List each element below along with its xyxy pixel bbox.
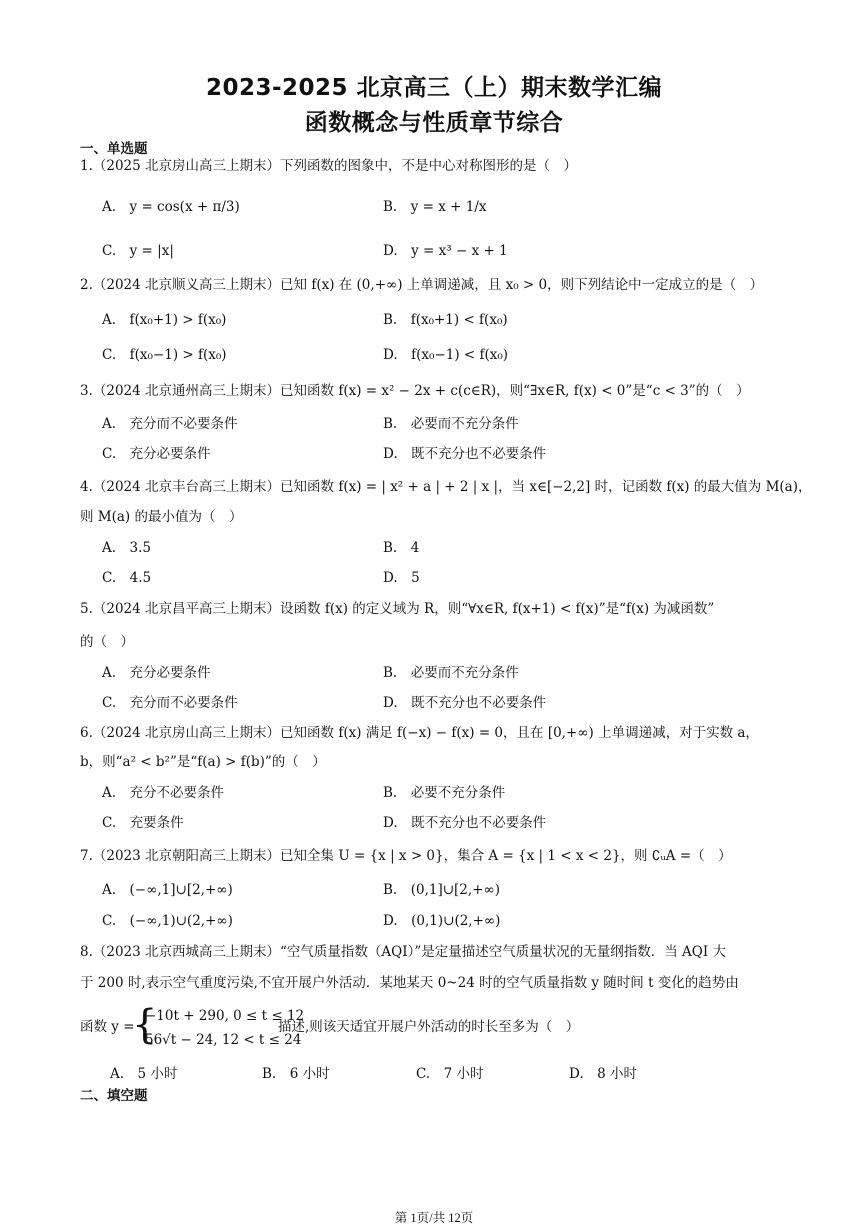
question-8-option-a: A. 5 小时	[110, 1066, 178, 1082]
piecewise-brace: {	[132, 1002, 158, 1048]
question-8-piece-1: −10t + 290, 0 ≤ t ≤ 12	[145, 1008, 305, 1024]
question-8-option-d: D. 8 小时	[569, 1066, 638, 1082]
question-5-stem-line2: 的（ ）	[80, 634, 134, 650]
question-2-stem: 2.（2024 北京顺义高三上期末）已知 f(x) 在 (0,+∞) 上单调递减，且 x₀ > 0，则下列结论中一定成立的是（ ）	[80, 277, 764, 293]
section-heading-single-choice: 一、单选题	[80, 141, 148, 157]
question-5-option-d: D. 既不充分也不必要条件	[383, 695, 547, 711]
question-2-option-b: B. f(x₀+1) < f(x₀)	[383, 312, 508, 328]
question-5-option-a: A. 充分必要条件	[102, 665, 211, 681]
question-5-option-c: C. 充分而不必要条件	[102, 695, 238, 711]
section-heading-fill-in: 二、填空题	[80, 1088, 148, 1104]
question-6-option-d: D. 既不充分也不必要条件	[383, 815, 547, 831]
question-2-option-c: C. f(x₀−1) > f(x₀)	[102, 347, 227, 363]
question-3-stem: 3.（2024 北京通州高三上期末）已知函数 f(x) = x² − 2x + c(c∈R)，则“∃x∈R, f(x) < 0”是“c < 3”的（ ）	[80, 383, 750, 399]
question-4-option-d: D. 5	[383, 570, 420, 586]
question-8-stem-line1: 8.（2023 北京西城高三上期末）“空气质量指数（AQI）”是定量描述空气质量状况的无量纲指数．当 AQI 大	[80, 944, 726, 960]
document-subtitle: 函数概念与性质章节综合	[304, 110, 564, 136]
question-6-stem-line1: 6.（2024 北京房山高三上期末）已知函数 f(x) 满足 f(−x) − f(x) = 0，且在 [0,+∞) 上单调递减，对于实数 a，	[80, 725, 759, 741]
question-6-option-a: A. 充分不必要条件	[102, 785, 225, 801]
question-7-option-c: C. (−∞,1)∪(2,+∞)	[102, 913, 233, 929]
page-number: 第 1页/共 12页	[394, 1211, 474, 1225]
question-7-stem: 7.（2023 北京朝阳高三上期末）已知全集 U = {x | x > 0}，集合 A = {x | 1 < x < 2}，则 ∁ᵤA =（ ）	[80, 848, 732, 864]
question-8-option-b: B. 6 小时	[262, 1066, 330, 1082]
question-8-stem-suffix: 描述,则该天适宜开展户外活动的时长至多为（ ）	[278, 1019, 580, 1035]
question-7-option-a: A. (−∞,1]∪[2,+∞)	[102, 882, 233, 898]
question-1-stem: 1.（2025 北京房山高三上期末）下列函数的图象中，不是中心对称图形的是（ ）	[80, 158, 578, 174]
question-4-option-c: C. 4.5	[102, 570, 152, 586]
question-1-option-c: C. y = |x|	[102, 243, 174, 259]
question-8-stem-line2: 于 200 时,表示空气重度污染,不宜开展户外活动．某地某天 0~24 时的空气质量指数 y 随时间 t 变化的趋势由	[80, 975, 739, 991]
question-7-option-d: D. (0,1)∪(2,+∞)	[383, 913, 501, 929]
question-4-stem-line2: 则 M(a) 的最小值为（ ）	[80, 509, 243, 525]
question-3-option-a: A. 充分而不必要条件	[102, 416, 238, 432]
question-6-option-c: C. 充要条件	[102, 815, 184, 831]
question-4-option-b: B. 4	[383, 540, 420, 556]
question-3-option-b: B. 必要而不充分条件	[383, 416, 519, 432]
question-1-option-d: D. y = x³ − x + 1	[383, 243, 508, 259]
question-4-stem-line1: 4.（2024 北京丰台高三上期末）已知函数 f(x) = | x² + a | + 2 | x |，当 x∈[−2,2] 时，记函数 f(x) 的最大值为 M(a)，	[80, 479, 812, 495]
question-8-function-prefix: 函数 y =	[80, 1019, 135, 1035]
question-7-option-b: B. (0,1]∪[2,+∞)	[383, 882, 500, 898]
question-6-stem-line2: b，则“a² < b²”是“f(a) > f(b)”的（ ）	[80, 754, 326, 770]
question-5-stem-line1: 5.（2024 北京昌平高三上期末）设函数 f(x) 的定义域为 R，则“∀x∈R, f(x+1) < f(x)”是“f(x) 为减函数”	[80, 601, 715, 617]
question-6-option-b: B. 必要不充分条件	[383, 785, 506, 801]
question-3-option-d: D. 既不充分也不必要条件	[383, 446, 547, 462]
question-4-option-a: A. 3.5	[102, 540, 152, 556]
document-title: 2023-2025 北京高三（上）期末数学汇编	[205, 75, 663, 101]
question-1-option-a: A. y = cos(x + π/3)	[102, 199, 240, 215]
question-2-option-a: A. f(x₀+1) > f(x₀)	[102, 312, 227, 328]
question-8-piece-2: 56√t − 24, 12 < t ≤ 24	[145, 1032, 302, 1048]
question-5-option-b: B. 必要而不充分条件	[383, 665, 519, 681]
question-1-option-b: B. y = x + 1/x	[383, 199, 487, 215]
question-2-option-d: D. f(x₀−1) < f(x₀)	[383, 347, 509, 363]
question-3-option-c: C. 充分必要条件	[102, 446, 211, 462]
question-8-option-c: C. 7 小时	[416, 1066, 484, 1082]
